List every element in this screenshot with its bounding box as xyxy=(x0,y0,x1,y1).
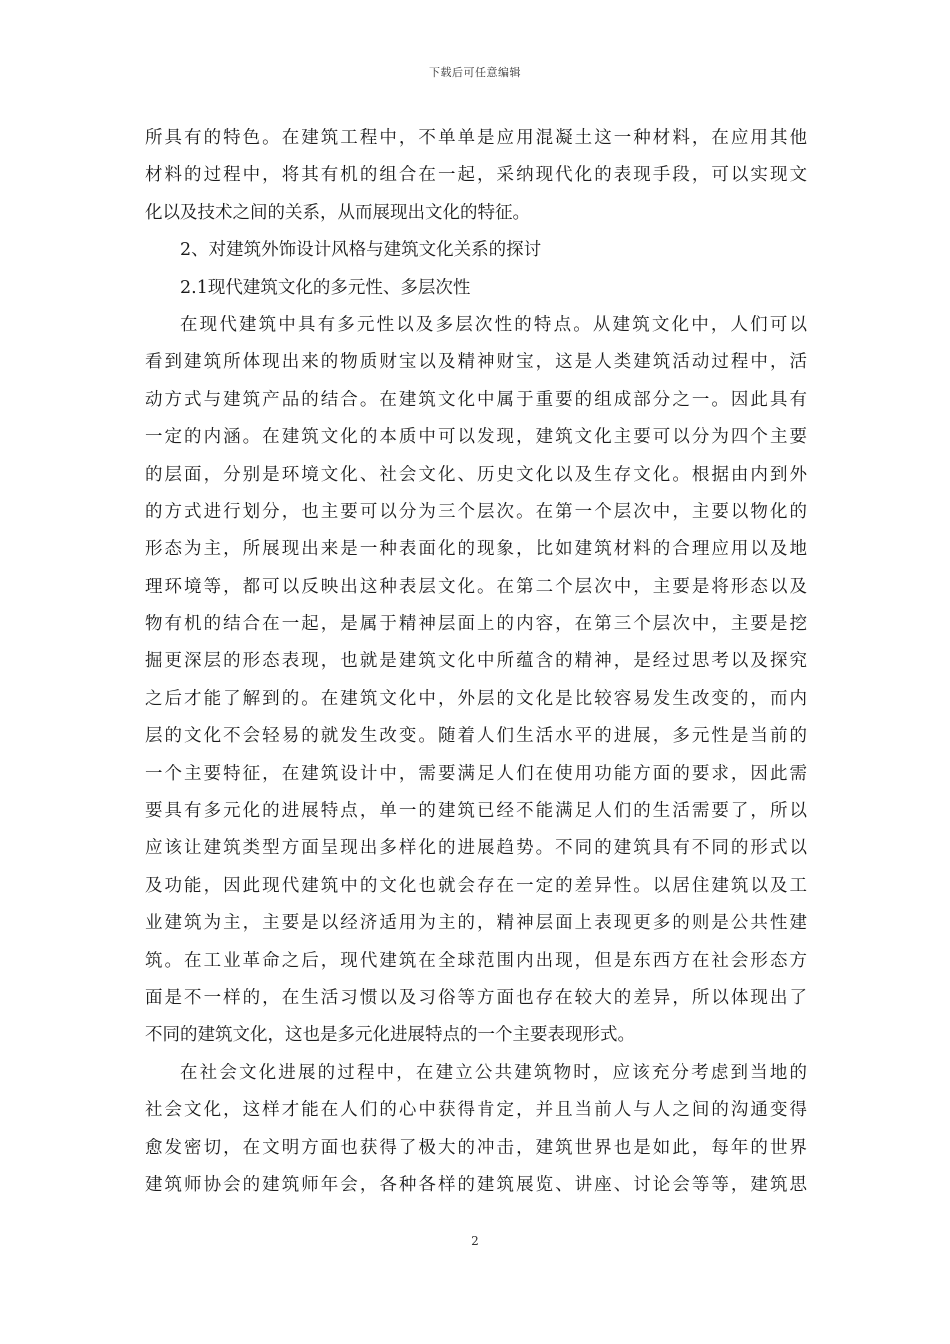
text-line: 形态为主，所展现出来是一种表面化的现象，比如建筑材料的合理应用以及地 xyxy=(145,539,807,560)
text-line: 看到建筑所体现出来的物质财宝以及精神财宝，这是人类建筑活动过程中，活 xyxy=(145,352,807,373)
text-line: 材料的过程中，将其有机的组合在一起，采纳现代化的表现手段，可以实现文 xyxy=(145,165,807,186)
text-line: 2.1现代建筑文化的多元性、多层次性 xyxy=(180,277,471,298)
text-line: 所具有的特色。在建筑工程中，不单单是应用混凝土这一种材料，在应用其他 xyxy=(145,128,807,148)
text-line: 的方式进行划分，也主要可以分为三个层次。在第一个层次中，主要以物化的 xyxy=(145,501,807,522)
text-line: 业建筑为主，主要是以经济适用为主的，精神层面上表现更多的则是公共性建 xyxy=(145,913,807,934)
text-line: 动方式与建筑产品的结合。在建筑文化中属于重要的组成部分之一。因此具有 xyxy=(145,389,807,410)
text-line: 愈发密切，在文明方面也获得了极大的冲击，建筑世界也是如此，每年的世界 xyxy=(145,1137,807,1158)
text-line: 在社会文化进展的过程中，在建立公共建筑物时，应该充分考虑到当地的 xyxy=(180,1062,807,1083)
text-line: 的层面，分别是环境文化、社会文化、历史文化以及生存文化。根据由内到外 xyxy=(145,464,807,485)
text-line: 不同的建筑文化，这也是多元化进展特点的一个主要表现形式。 xyxy=(145,1025,635,1046)
text-line: 化以及技术之间的关系，从而展现出文化的特征。 xyxy=(145,202,530,223)
text-line: 社会文化，这样才能在人们的心中获得肯定，并且当前人与人之间的沟通变得 xyxy=(145,1100,807,1121)
text-line: 建筑师协会的建筑师年会，各种各样的建筑展览、讲座、讨论会等等，建筑思 xyxy=(145,1174,807,1195)
text-line: 要具有多元化的进展特点，单一的建筑已经不能满足人们的生活需要了，所以 xyxy=(145,801,807,822)
text-line: 理环境等，都可以反映出这种表层文化。在第二个层次中，主要是将形态以及 xyxy=(145,576,807,597)
text-line: 面是不一样的，在生活习惯以及习俗等方面也存在较大的差异，所以体现出了 xyxy=(145,987,807,1008)
page-number: 2 xyxy=(471,1234,479,1248)
text-line: 层的文化不会轻易的就发生改变。随着人们生活水平的进展，多元性是当前的 xyxy=(145,726,807,747)
text-line: 掘更深层的形态表现，也就是建筑文化中所蕴含的精神，是经过思考以及探究 xyxy=(145,651,807,672)
text-line: 在现代建筑中具有多元性以及多层次性的特点。从建筑文化中，人们可以 xyxy=(180,314,807,335)
text-line: 筑。在工业革命之后，现代建筑在全球范围内出现，但是东西方在社会形态方 xyxy=(145,950,807,971)
text-line: 应该让建筑类型方面呈现出多样化的进展趋势。不同的建筑具有不同的形式以 xyxy=(145,838,807,859)
text-line: 及功能，因此现代建筑中的文化也就会存在一定的差异性。以居住建筑以及工 xyxy=(145,875,807,896)
text-line: 2、对建筑外饰设计风格与建筑文化关系的探讨 xyxy=(180,240,542,261)
text-line: 物有机的结合在一起，是属于精神层面上的内容，在第三个层次中，主要是挖 xyxy=(145,614,807,635)
text-line: 一个主要特征，在建筑设计中，需要满足人们在使用功能方面的要求，因此需 xyxy=(145,763,807,784)
document-body xyxy=(145,120,807,1204)
text-line: 一定的内涵。在建筑文化的本质中可以发现，建筑文化主要可以分为四个主要 xyxy=(145,427,807,448)
text-line: 之后才能了解到的。在建筑文化中，外层的文化是比较容易发生改变的，而内 xyxy=(145,688,807,709)
page-header: 下载后可任意编辑 xyxy=(429,66,521,79)
